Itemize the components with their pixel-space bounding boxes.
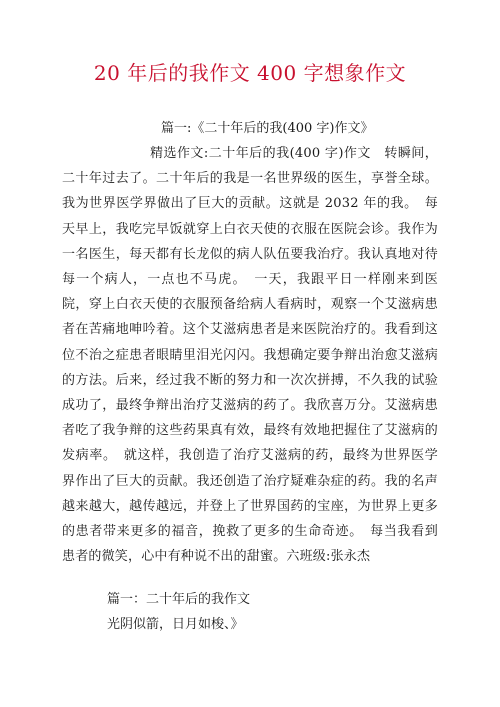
document-title: 20 年后的我作文 400 字想象作文 — [93, 61, 407, 85]
section-two-first-line: 光阴似箭，日月如梭、》 — [107, 617, 244, 632]
section-one-heading: 篇一:《二十年后的我(400 字)作文》 — [161, 121, 374, 136]
section-two-heading: 篇一：二十年后的我作文 — [107, 592, 251, 607]
section-one-body: 精选作文:二十年后的我(400 字)作文 转瞬间，二十年过去了。二十年后的我是一名世界级的医生，享誉全球。我为世界医学界做出了巨大的贡献。这就是 2032 年的我。 每天早上，我吃完早饭就穿上白衣天使的衣服在医院会诊。我作为一名医生，每天都有长龙似的病人队伍要我治疗。我认真地对待每一个病人，一点也不马虎。 一天，我跟平日一样刚来到医院，穿上白衣天使的衣服预备给病人看病时，观察一个艾滋病患者在苦痛地呻吟着。这个艾滋病患者是来医院治疗的。我看到这位不治之症患者眼睛里泪光闪闪。我想确定要争辩出治愈艾滋病的方法。后来，经过我不断的努力和一次次拼搏，不久我的试验成功了，最终争辩出治疗艾滋病的药了。我欣喜万分。艾滋病患者吃了我争辩的这些药果真有效，最终有效地把握住了艾滋病的发病率。 就这样，我创造了治疗艾滋病的药，最终为世界医学界作出了巨大的贡献。我还创造了治疗疑难杂症的药。我的名声越来越大，越传越远，并登上了世界国药的宝座，为世界上更多的患者带来更多的福音，挽救了更多的生命奇迹。 每当我看到患者的微笑，心中有种说不出的甜蜜。六班级:张永杰 — [62, 146, 438, 565]
